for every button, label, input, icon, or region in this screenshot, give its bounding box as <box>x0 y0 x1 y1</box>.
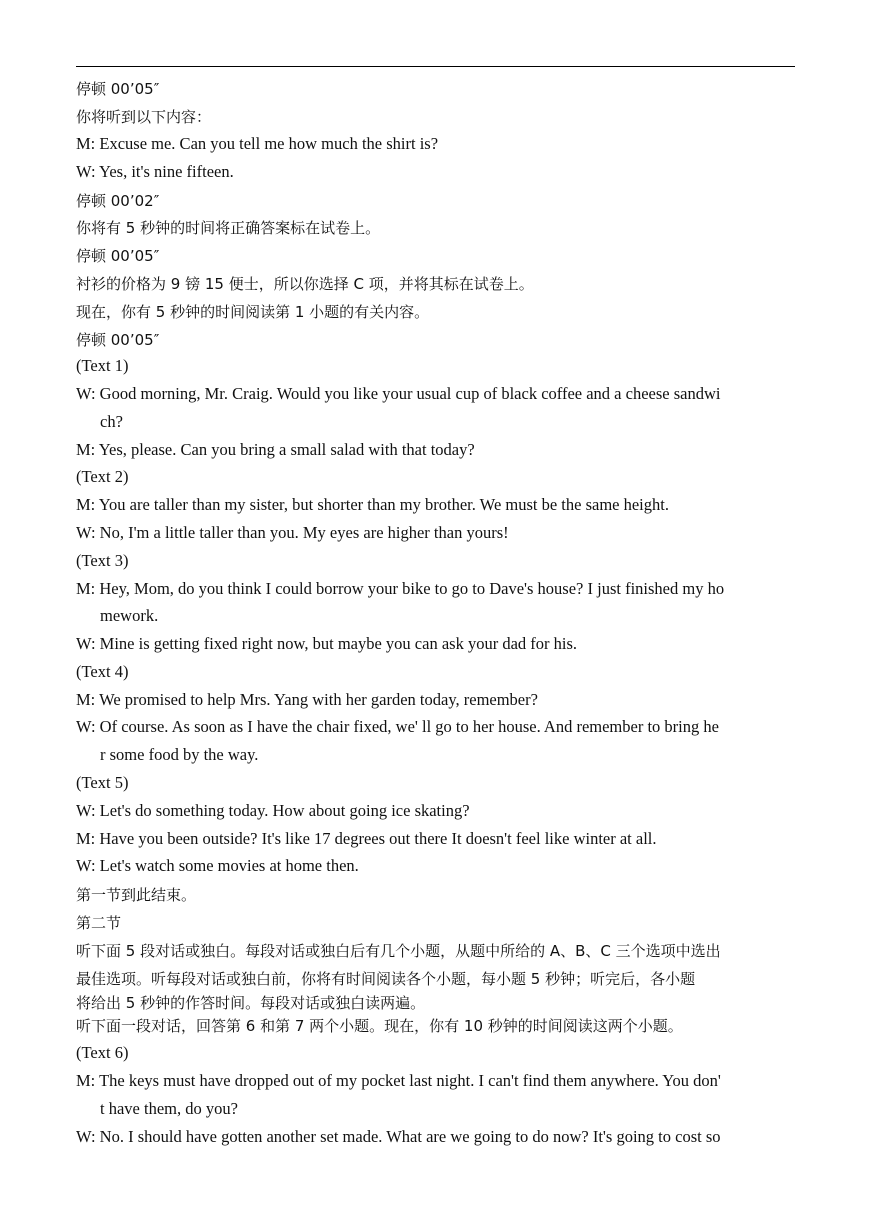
dialogue-line: M: Have you been outside? It's like 17 degrees out there It doesn't feel like winter at all. <box>76 829 657 848</box>
instruction-line: 现在，你有 5 秒钟的时间阅读第 1 小题的有关内容。 <box>76 303 430 321</box>
dialogue-line: W: Of course. As soon as I have the chair fixed, we' ll go to her house. And remember to bring he <box>76 717 719 736</box>
dialogue-line: W: No. I should have gotten another set made. What are we going to do now? It's going to cost so <box>76 1127 721 1146</box>
instruction-line: 最佳选项。听每段对话或独白前，你将有时间阅读各个小题，每小题 5 秒钟；听完后，各小题 <box>76 970 696 988</box>
dialogue-line: M: You are taller than my sister, but shorter than my brother. We must be the same height. <box>76 495 669 514</box>
dialogue-line: M: Excuse me. Can you tell me how much the shirt is? <box>76 134 439 153</box>
pause-line: 停顿 00’05″ <box>76 247 160 265</box>
text-heading: (Text 6) <box>76 1043 129 1062</box>
dialogue-line: M: Yes, please. Can you bring a small salad with that today? <box>76 440 475 459</box>
section-heading: 第二节 <box>76 914 122 932</box>
dialogue-line: M: Hey, Mom, do you think I could borrow your bike to go to Dave's house? I just finished my ho <box>76 579 725 598</box>
text-heading: (Text 4) <box>76 662 129 681</box>
instruction-line: 你将有 5 秒钟的时间将正确答案标在试卷上。 <box>76 219 381 237</box>
instruction-line: 听下面一段对话，回答第 6 和第 7 两个小题。现在，你有 10 秒钟的时间阅读这两个小题。 <box>76 1017 683 1035</box>
pause-line: 停顿 00’05″ <box>76 80 160 98</box>
dialogue-line: W: Yes, it's nine fifteen. <box>76 162 234 181</box>
instruction-line: 你将听到以下内容： <box>76 108 212 126</box>
text-heading: (Text 5) <box>76 773 129 792</box>
header-rule <box>76 66 795 67</box>
instruction-line: 将给出 5 秒钟的作答时间。每段对话或独白读两遍。 <box>76 994 426 1012</box>
pause-line: 停顿 00’05″ <box>76 331 160 349</box>
dialogue-line: M: The keys must have dropped out of my pocket last night. I can't find them anywhere. You don' <box>76 1071 721 1090</box>
text-heading: (Text 1) <box>76 356 129 375</box>
dialogue-line: W: Let's watch some movies at home then. <box>76 856 359 875</box>
dialogue-continuation: r some food by the way. <box>100 745 259 764</box>
section-end-line: 第一节到此结束。 <box>76 886 197 904</box>
dialogue-continuation: ch? <box>100 412 123 431</box>
dialogue-line: W: Mine is getting fixed right now, but maybe you can ask your dad for his. <box>76 634 578 653</box>
instruction-line: 听下面 5 段对话或独白。每段对话或独白后有几个小题，从题中所给的 A、B、C 三个选项中选出 <box>76 942 721 960</box>
dialogue-line: M: We promised to help Mrs. Yang with her garden today, remember? <box>76 690 538 709</box>
instruction-line: 衬衫的价格为 9 镑 15 便士，所以你选择 C 项，并将其标在试卷上。 <box>76 275 534 293</box>
dialogue-line: W: No, I'm a little taller than you. My eyes are higher than yours! <box>76 523 509 542</box>
dialogue-line: W: Good morning, Mr. Craig. Would you like your usual cup of black coffee and a cheese sandwi <box>76 384 721 403</box>
dialogue-continuation: mework. <box>100 606 159 625</box>
pause-line: 停顿 00’02″ <box>76 192 160 210</box>
text-heading: (Text 2) <box>76 467 129 486</box>
dialogue-line: W: Let's do something today. How about going ice skating? <box>76 801 470 820</box>
text-heading: (Text 3) <box>76 551 129 570</box>
dialogue-continuation: t have them, do you? <box>100 1099 238 1118</box>
